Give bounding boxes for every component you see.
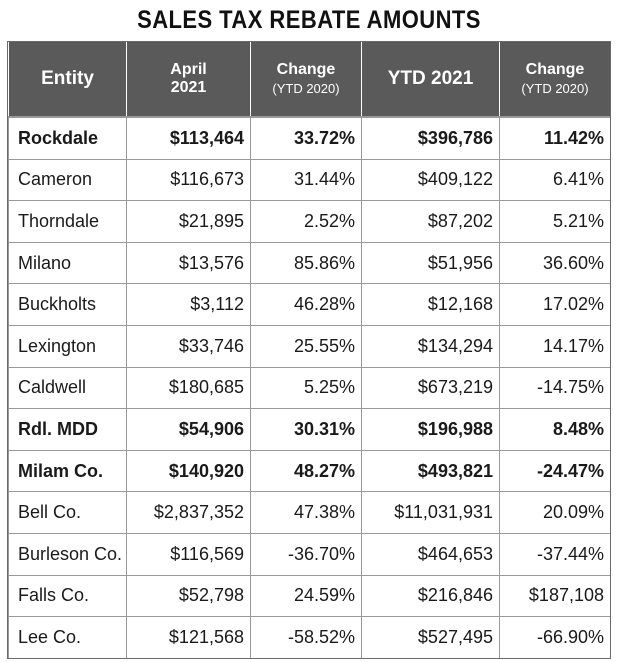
header-april-top: April — [170, 60, 207, 78]
header-entity-label: Entity — [41, 68, 94, 90]
ytd-2021-cell: $464,653 — [362, 533, 500, 575]
table-body — [9, 117, 611, 658]
april-2021-cell: $116,673 — [127, 159, 251, 201]
entity-cell: Caldwell — [9, 367, 127, 409]
table-row — [9, 492, 611, 534]
header-ytd-change — [500, 42, 611, 117]
ytd-change-cell: 8.48% — [500, 409, 611, 451]
ytd-change-cell: 36.60% — [500, 242, 611, 284]
change-cell: -36.70% — [251, 533, 362, 575]
change-cell: 25.55% — [251, 325, 362, 367]
ytd-2021-cell: $527,495 — [362, 617, 500, 659]
table-row — [9, 450, 611, 492]
april-2021-cell: $54,906 — [127, 409, 251, 451]
header-april-2021 — [127, 42, 251, 117]
change-cell: -58.52% — [251, 617, 362, 659]
entity-cell: Milam Co. — [9, 450, 127, 492]
april-2021-cell: $3,112 — [127, 284, 251, 326]
ytd-2021-cell: $134,294 — [362, 325, 500, 367]
april-2021-cell: $116,569 — [127, 533, 251, 575]
change-cell: 5.25% — [251, 367, 362, 409]
april-2021-cell: $33,746 — [127, 325, 251, 367]
change-cell: 24.59% — [251, 575, 362, 617]
april-2021-cell: $121,568 — [127, 617, 251, 659]
table-row — [9, 284, 611, 326]
table-row — [9, 201, 611, 243]
april-2021-cell: $140,920 — [127, 450, 251, 492]
header-change-top: Change — [276, 61, 336, 79]
ytd-change-cell: 11.42% — [500, 117, 611, 159]
entity-cell: Burleson Co. — [9, 533, 127, 575]
ytd-change-cell: 14.17% — [500, 325, 611, 367]
ytd-change-cell: 5.21% — [500, 201, 611, 243]
change-cell: 46.28% — [251, 284, 362, 326]
ytd-2021-cell: $396,786 — [362, 117, 500, 159]
ytd-2021-cell: $673,219 — [362, 367, 500, 409]
header-change — [251, 42, 362, 117]
entity-cell: Milano — [9, 242, 127, 284]
table-row — [9, 617, 611, 659]
change-cell: 48.27% — [251, 450, 362, 492]
april-2021-cell: $13,576 — [127, 242, 251, 284]
table-row — [9, 159, 611, 201]
april-2021-cell: $21,895 — [127, 201, 251, 243]
ytd-change-cell: -24.47% — [500, 450, 611, 492]
april-2021-cell: $113,464 — [127, 117, 251, 159]
entity-cell: Bell Co. — [9, 492, 127, 534]
change-cell: 47.38% — [251, 492, 362, 534]
ytd-change-cell: 6.41% — [500, 159, 611, 201]
ytd-2021-cell: $409,122 — [362, 159, 500, 201]
header-entity — [9, 42, 127, 117]
ytd-change-cell: -66.90% — [500, 617, 611, 659]
ytd-2021-cell: $216,846 — [362, 575, 500, 617]
ytd-2021-cell: $493,821 — [362, 450, 500, 492]
table-row — [9, 242, 611, 284]
table-row — [9, 575, 611, 617]
header-row — [9, 42, 611, 117]
change-cell: 30.31% — [251, 409, 362, 451]
april-2021-cell: $2,837,352 — [127, 492, 251, 534]
ytd-change-cell: -14.75% — [500, 367, 611, 409]
ytd-2021-cell: $87,202 — [362, 201, 500, 243]
entity-cell: Rockdale — [9, 117, 127, 159]
change-cell: 85.86% — [251, 242, 362, 284]
ytd-change-cell: -37.44% — [500, 533, 611, 575]
entity-cell: Lee Co. — [9, 617, 127, 659]
ytd-change-cell: 20.09% — [500, 492, 611, 534]
entity-cell: Cameron — [9, 159, 127, 201]
entity-cell: Rdl. MDD — [9, 409, 127, 451]
table-row — [9, 367, 611, 409]
entity-cell: Lexington — [9, 325, 127, 367]
page-title: SALES TAX REBATE AMOUNTS — [137, 6, 481, 34]
entity-cell: Thorndale — [9, 201, 127, 243]
ytd-2021-cell: $51,956 — [362, 242, 500, 284]
ytd-2021-cell: $12,168 — [362, 284, 500, 326]
header-change2-sub: (YTD 2020) — [521, 80, 589, 96]
april-2021-cell: $180,685 — [127, 367, 251, 409]
change-cell: 33.72% — [251, 117, 362, 159]
change-cell: 2.52% — [251, 201, 362, 243]
table-row — [9, 533, 611, 575]
april-2021-cell: $52,798 — [127, 575, 251, 617]
ytd-2021-cell: $11,031,931 — [362, 492, 500, 534]
table-row — [9, 117, 611, 159]
header-april-bottom: 2021 — [170, 79, 207, 96]
header-ytd-2021 — [362, 42, 500, 117]
entity-cell: Falls Co. — [9, 575, 127, 617]
table-header — [9, 42, 611, 117]
table-row — [9, 409, 611, 451]
sales-tax-table — [8, 42, 611, 659]
entity-cell: Buckholts — [9, 284, 127, 326]
header-change2-top: Change — [525, 61, 585, 79]
ytd-2021-cell: $196,988 — [362, 409, 500, 451]
ytd-change-cell: $187,108 — [500, 575, 611, 617]
ytd-change-cell: 17.02% — [500, 284, 611, 326]
table-row — [9, 325, 611, 367]
header-ytd-label: YTD 2021 — [387, 68, 474, 90]
change-cell: 31.44% — [251, 159, 362, 201]
header-change-sub: (YTD 2020) — [272, 80, 340, 96]
